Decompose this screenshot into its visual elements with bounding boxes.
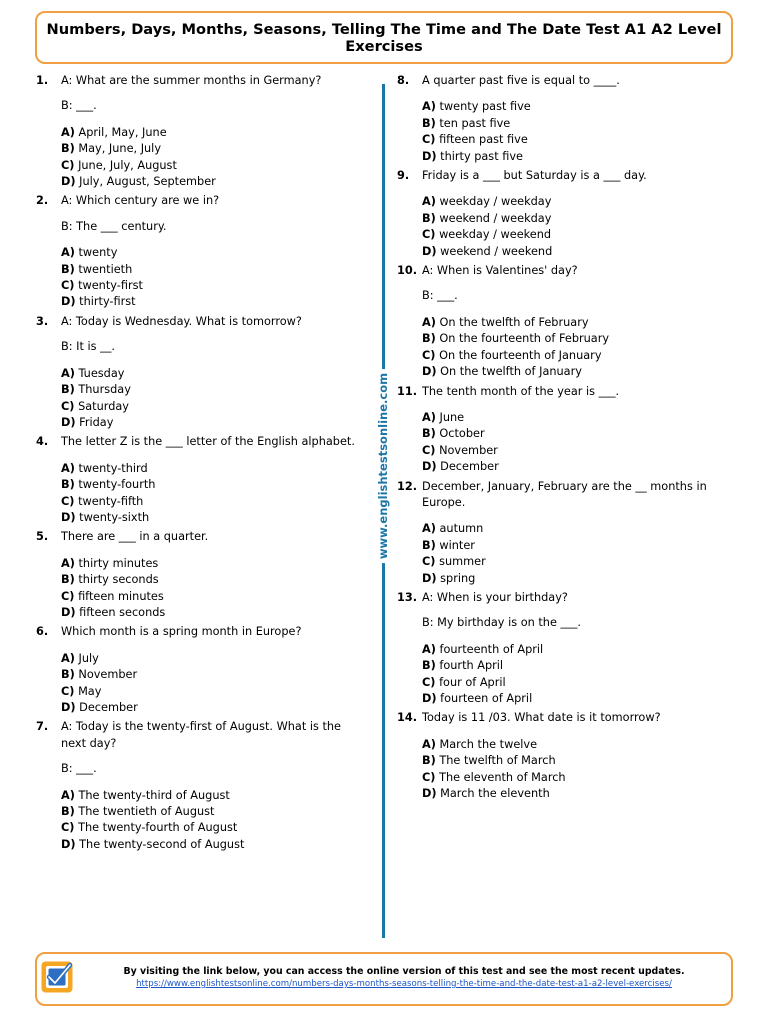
question-response-line: B: ___.	[61, 762, 97, 776]
answer-option	[422, 211, 727, 227]
option-letter: B)	[61, 142, 75, 156]
option-text: thirty minutes	[78, 556, 159, 570]
option-letter: D)	[61, 415, 76, 429]
question-item	[36, 434, 366, 526]
option-letter: A)	[61, 461, 75, 475]
answer-option	[61, 477, 366, 493]
answer-option	[61, 589, 366, 605]
question-item	[397, 590, 727, 707]
answer-option	[61, 494, 366, 510]
answer-option	[422, 786, 727, 802]
option-letter: A)	[61, 651, 75, 665]
option-letter: D)	[61, 510, 76, 524]
option-letter: A)	[422, 315, 436, 329]
option-text: November	[439, 443, 498, 457]
answer-option	[422, 194, 727, 210]
option-text: Saturday	[78, 399, 129, 413]
answer-option	[422, 331, 727, 347]
option-letter: B)	[422, 754, 436, 768]
answer-option	[61, 125, 366, 141]
question-item	[397, 384, 727, 476]
answer-option	[422, 521, 727, 537]
question-text: The letter Z is the ___ letter of the English alphabet.	[61, 435, 355, 449]
answer-option	[422, 571, 727, 587]
option-letter: B)	[422, 332, 436, 346]
answer-option	[422, 348, 727, 364]
answer-option	[422, 410, 727, 426]
option-text: Tuesday	[78, 366, 125, 380]
option-letter: D)	[422, 365, 437, 379]
option-letter: C)	[422, 133, 436, 147]
option-text: fourteen of April	[440, 692, 533, 705]
option-text: fourteenth of April	[439, 642, 544, 656]
option-text: December	[440, 460, 499, 474]
question-item	[36, 529, 366, 621]
question-response-line: B: ___.	[422, 289, 458, 303]
option-letter: B)	[422, 116, 436, 130]
answer-option	[61, 684, 366, 700]
question-item	[397, 168, 727, 260]
answer-option	[422, 116, 727, 132]
option-letter: B)	[61, 805, 75, 819]
option-text: On the twelfth of January	[440, 365, 582, 379]
answer-option	[422, 315, 727, 331]
answer-options	[422, 521, 727, 587]
answer-option	[422, 149, 727, 165]
question-text: A: What are the summer months in Germany?	[61, 74, 322, 87]
option-letter: B)	[61, 478, 75, 492]
option-text: The eleventh of March	[439, 770, 566, 784]
option-letter: A)	[422, 410, 436, 424]
question-response-line: B: ___.	[61, 99, 97, 113]
option-letter: C)	[61, 279, 75, 293]
question-number: 7.	[36, 720, 49, 734]
option-text: ten past five	[439, 116, 511, 130]
answer-option	[61, 667, 366, 683]
question-number: 6.	[36, 625, 49, 639]
option-text: weekend / weekday	[439, 211, 552, 225]
option-text: May	[78, 684, 102, 698]
answer-option	[61, 804, 366, 820]
answer-options	[422, 194, 727, 260]
option-letter: D)	[422, 787, 437, 801]
answer-option	[61, 605, 366, 621]
question-number: 1.	[36, 74, 49, 87]
title-box	[35, 11, 733, 64]
question-text: A: When is Valentines' day?	[422, 264, 578, 278]
answer-option	[61, 572, 366, 588]
option-text: March the twelve	[439, 737, 538, 751]
question-text: December, January, February are the __ months in Europe.	[422, 479, 707, 509]
option-text: twenty-sixth	[79, 510, 150, 524]
option-text: June, July, August	[78, 158, 177, 172]
option-text: April, May, June	[78, 125, 167, 139]
answer-option	[422, 675, 727, 691]
option-letter: C)	[61, 494, 75, 508]
answer-options	[61, 245, 366, 311]
answer-option	[61, 245, 366, 261]
option-text: December	[79, 701, 138, 714]
answer-option	[422, 770, 727, 786]
answer-options	[422, 737, 727, 803]
question-text: There are ___ in a quarter.	[61, 530, 209, 544]
answer-option	[61, 820, 366, 836]
option-letter: A)	[61, 556, 75, 570]
footer-box	[35, 952, 733, 1006]
option-text: autumn	[439, 522, 484, 536]
question-item	[397, 479, 727, 587]
answer-options	[61, 651, 366, 717]
question-number: 11.	[397, 384, 418, 398]
option-text: fifteen past five	[439, 133, 528, 147]
option-text: June	[439, 410, 465, 424]
option-text: winter	[439, 538, 475, 552]
option-text: fifteen seconds	[79, 605, 166, 619]
answer-options	[61, 461, 366, 527]
answer-option	[61, 788, 366, 804]
option-letter: B)	[422, 538, 436, 552]
option-text: twenty-third	[78, 461, 148, 475]
question-response-line: B: It is __.	[61, 340, 116, 354]
site-watermark: www.englishtestsonline.com	[374, 369, 392, 563]
question-text: Friday is a ___ but Saturday is a ___ day.	[422, 169, 647, 183]
question-response-line: B: My birthday is on the ___.	[422, 616, 582, 630]
answer-option	[61, 174, 366, 190]
question-text: Which month is a spring month in Europe?	[61, 625, 302, 639]
question-text: A: Today is Wednesday. What is tomorrow?	[61, 314, 302, 328]
option-letter: A)	[422, 100, 436, 114]
option-letter: A)	[61, 366, 75, 380]
answer-option	[61, 837, 366, 853]
option-text: The twenty-third of August	[78, 788, 230, 802]
option-letter: C)	[422, 555, 436, 569]
option-text: thirty seconds	[78, 573, 159, 587]
option-text: weekday / weekday	[439, 195, 552, 209]
answer-options	[422, 410, 727, 476]
option-text: twenty-fourth	[78, 478, 156, 492]
question-number: 8.	[397, 74, 410, 87]
question-text: A: When is your birthday?	[422, 590, 568, 604]
right-question-column	[397, 73, 727, 805]
option-letter: A)	[422, 737, 436, 751]
answer-options	[61, 788, 366, 854]
option-text: The twentieth of August	[78, 805, 215, 819]
question-number: 3.	[36, 314, 49, 328]
answer-options	[61, 125, 366, 191]
question-number: 13.	[397, 590, 418, 604]
answer-option	[61, 556, 366, 572]
option-text: November	[78, 668, 138, 682]
left-question-column	[36, 73, 366, 856]
question-text: A: Which century are we in?	[61, 194, 220, 208]
question-text: A: Today is the twenty-first of August. What is the next day?	[61, 720, 341, 750]
option-text: Friday	[79, 415, 114, 429]
option-letter: D)	[61, 701, 76, 714]
option-text: spring	[440, 571, 476, 585]
answer-option	[61, 366, 366, 382]
answer-option	[61, 262, 366, 278]
option-text: July, August, September	[79, 175, 216, 189]
question-number: 9.	[397, 169, 410, 183]
checkbox-icon	[40, 960, 74, 994]
option-letter: D)	[422, 149, 437, 163]
option-letter: C)	[61, 821, 75, 835]
question-item	[397, 263, 727, 380]
footer-note: By visiting the link below, you can access the online version of this test and see the most recent updates.	[123, 966, 685, 977]
option-letter: D)	[422, 571, 437, 585]
option-text: fourth April	[439, 659, 504, 673]
option-text: On the fourteenth of February	[439, 332, 610, 346]
answer-option	[422, 364, 727, 380]
option-letter: B)	[61, 573, 75, 587]
question-number: 5.	[36, 530, 49, 544]
answer-option	[422, 737, 727, 753]
option-text: four of April	[439, 675, 506, 689]
answer-option	[422, 459, 727, 475]
option-letter: C)	[422, 675, 436, 689]
answer-options	[422, 642, 727, 708]
answer-options	[422, 315, 727, 381]
option-text: summer	[439, 555, 486, 569]
option-text: twenty-fifth	[78, 494, 144, 508]
answer-option	[61, 141, 366, 157]
option-letter: B)	[61, 262, 75, 276]
answer-option	[61, 158, 366, 174]
answer-option	[422, 691, 727, 707]
option-letter: B)	[422, 211, 436, 225]
question-item	[397, 710, 727, 802]
option-text: twentieth	[78, 262, 133, 276]
option-letter: A)	[422, 642, 436, 656]
question-response-line: B: The ___ century.	[61, 219, 167, 233]
option-text: July	[78, 651, 99, 665]
answer-option	[61, 399, 366, 415]
option-text: The twelfth of March	[439, 754, 556, 768]
option-text: twenty past five	[439, 100, 531, 114]
answer-option	[61, 415, 366, 431]
option-letter: D)	[422, 244, 437, 258]
question-text: A quarter past five is equal to ____.	[422, 74, 620, 87]
option-text: The twenty-fourth of August	[78, 821, 238, 835]
option-letter: C)	[61, 399, 75, 413]
question-number: 10.	[397, 264, 418, 278]
answer-option	[422, 426, 727, 442]
question-item	[397, 73, 727, 165]
option-letter: D)	[61, 837, 76, 851]
answer-option	[422, 658, 727, 674]
option-letter: C)	[61, 158, 75, 172]
option-letter: D)	[61, 175, 76, 189]
option-text: twenty-first	[78, 279, 143, 293]
answer-option	[61, 461, 366, 477]
answer-option	[61, 510, 366, 526]
option-text: fifteen minutes	[78, 589, 164, 603]
option-text: March the eleventh	[440, 787, 550, 801]
option-letter: D)	[422, 460, 437, 474]
option-text: weekend / weekend	[440, 244, 553, 258]
question-item	[36, 193, 366, 310]
online-test-link[interactable]: https://www.englishtestsonline.com/numbers-days-months-seasons-telling-the-time-and-the-date-test-a1-a2-level-exercises/	[136, 979, 672, 989]
option-text: thirty-first	[79, 295, 136, 309]
page-title: Numbers, Days, Months, Seasons, Telling The Time and The Date Test A1 A2 Level Exercises	[46, 20, 722, 55]
option-text: May, June, July	[78, 142, 162, 156]
answer-option	[61, 278, 366, 294]
answer-option	[422, 244, 727, 260]
answer-option	[422, 753, 727, 769]
answer-option	[422, 538, 727, 554]
answer-option	[61, 651, 366, 667]
option-letter: A)	[61, 788, 75, 802]
option-letter: C)	[61, 684, 75, 698]
answer-option	[422, 443, 727, 459]
option-text: The twenty-second of August	[79, 837, 245, 851]
option-text: On the fourteenth of January	[439, 348, 602, 362]
answer-option	[422, 554, 727, 570]
answer-option	[61, 700, 366, 716]
option-text: thirty past five	[440, 149, 523, 163]
option-letter: D)	[61, 295, 76, 309]
option-letter: A)	[61, 246, 75, 260]
option-letter: C)	[422, 770, 436, 784]
option-letter: A)	[61, 125, 75, 139]
option-letter: A)	[422, 522, 436, 536]
question-item	[36, 719, 366, 853]
answer-option	[422, 227, 727, 243]
question-text: The tenth month of the year is ___.	[422, 384, 620, 398]
answer-options	[422, 99, 727, 165]
answer-options	[61, 366, 366, 432]
answer-option	[422, 132, 727, 148]
question-number: 2.	[36, 194, 49, 208]
answer-option	[422, 99, 727, 115]
option-text: twenty	[78, 246, 118, 260]
option-text: Thursday	[78, 383, 131, 397]
answer-option	[422, 642, 727, 658]
option-letter: D)	[61, 605, 76, 619]
option-text: weekday / weekend	[439, 228, 552, 242]
option-text: October	[439, 427, 485, 441]
question-number: 12.	[397, 479, 418, 493]
question-number: 4.	[36, 435, 49, 449]
option-letter: C)	[422, 228, 436, 242]
option-letter: C)	[422, 443, 436, 457]
answer-options	[61, 556, 366, 622]
question-item	[36, 624, 366, 716]
option-text: On the twelfth of February	[439, 315, 589, 329]
answer-option	[61, 294, 366, 310]
option-letter: B)	[422, 427, 436, 441]
question-number: 14.	[397, 711, 418, 725]
option-letter: B)	[61, 668, 75, 682]
question-item	[36, 314, 366, 431]
option-letter: B)	[61, 383, 75, 397]
option-letter: D)	[422, 692, 437, 705]
answer-option	[61, 382, 366, 398]
question-text: Today is 11 /03. What date is it tomorrow?	[422, 711, 661, 725]
option-letter: A)	[422, 195, 436, 209]
option-letter: C)	[61, 589, 75, 603]
option-letter: C)	[422, 348, 436, 362]
option-letter: B)	[422, 659, 436, 673]
question-item	[36, 73, 366, 190]
